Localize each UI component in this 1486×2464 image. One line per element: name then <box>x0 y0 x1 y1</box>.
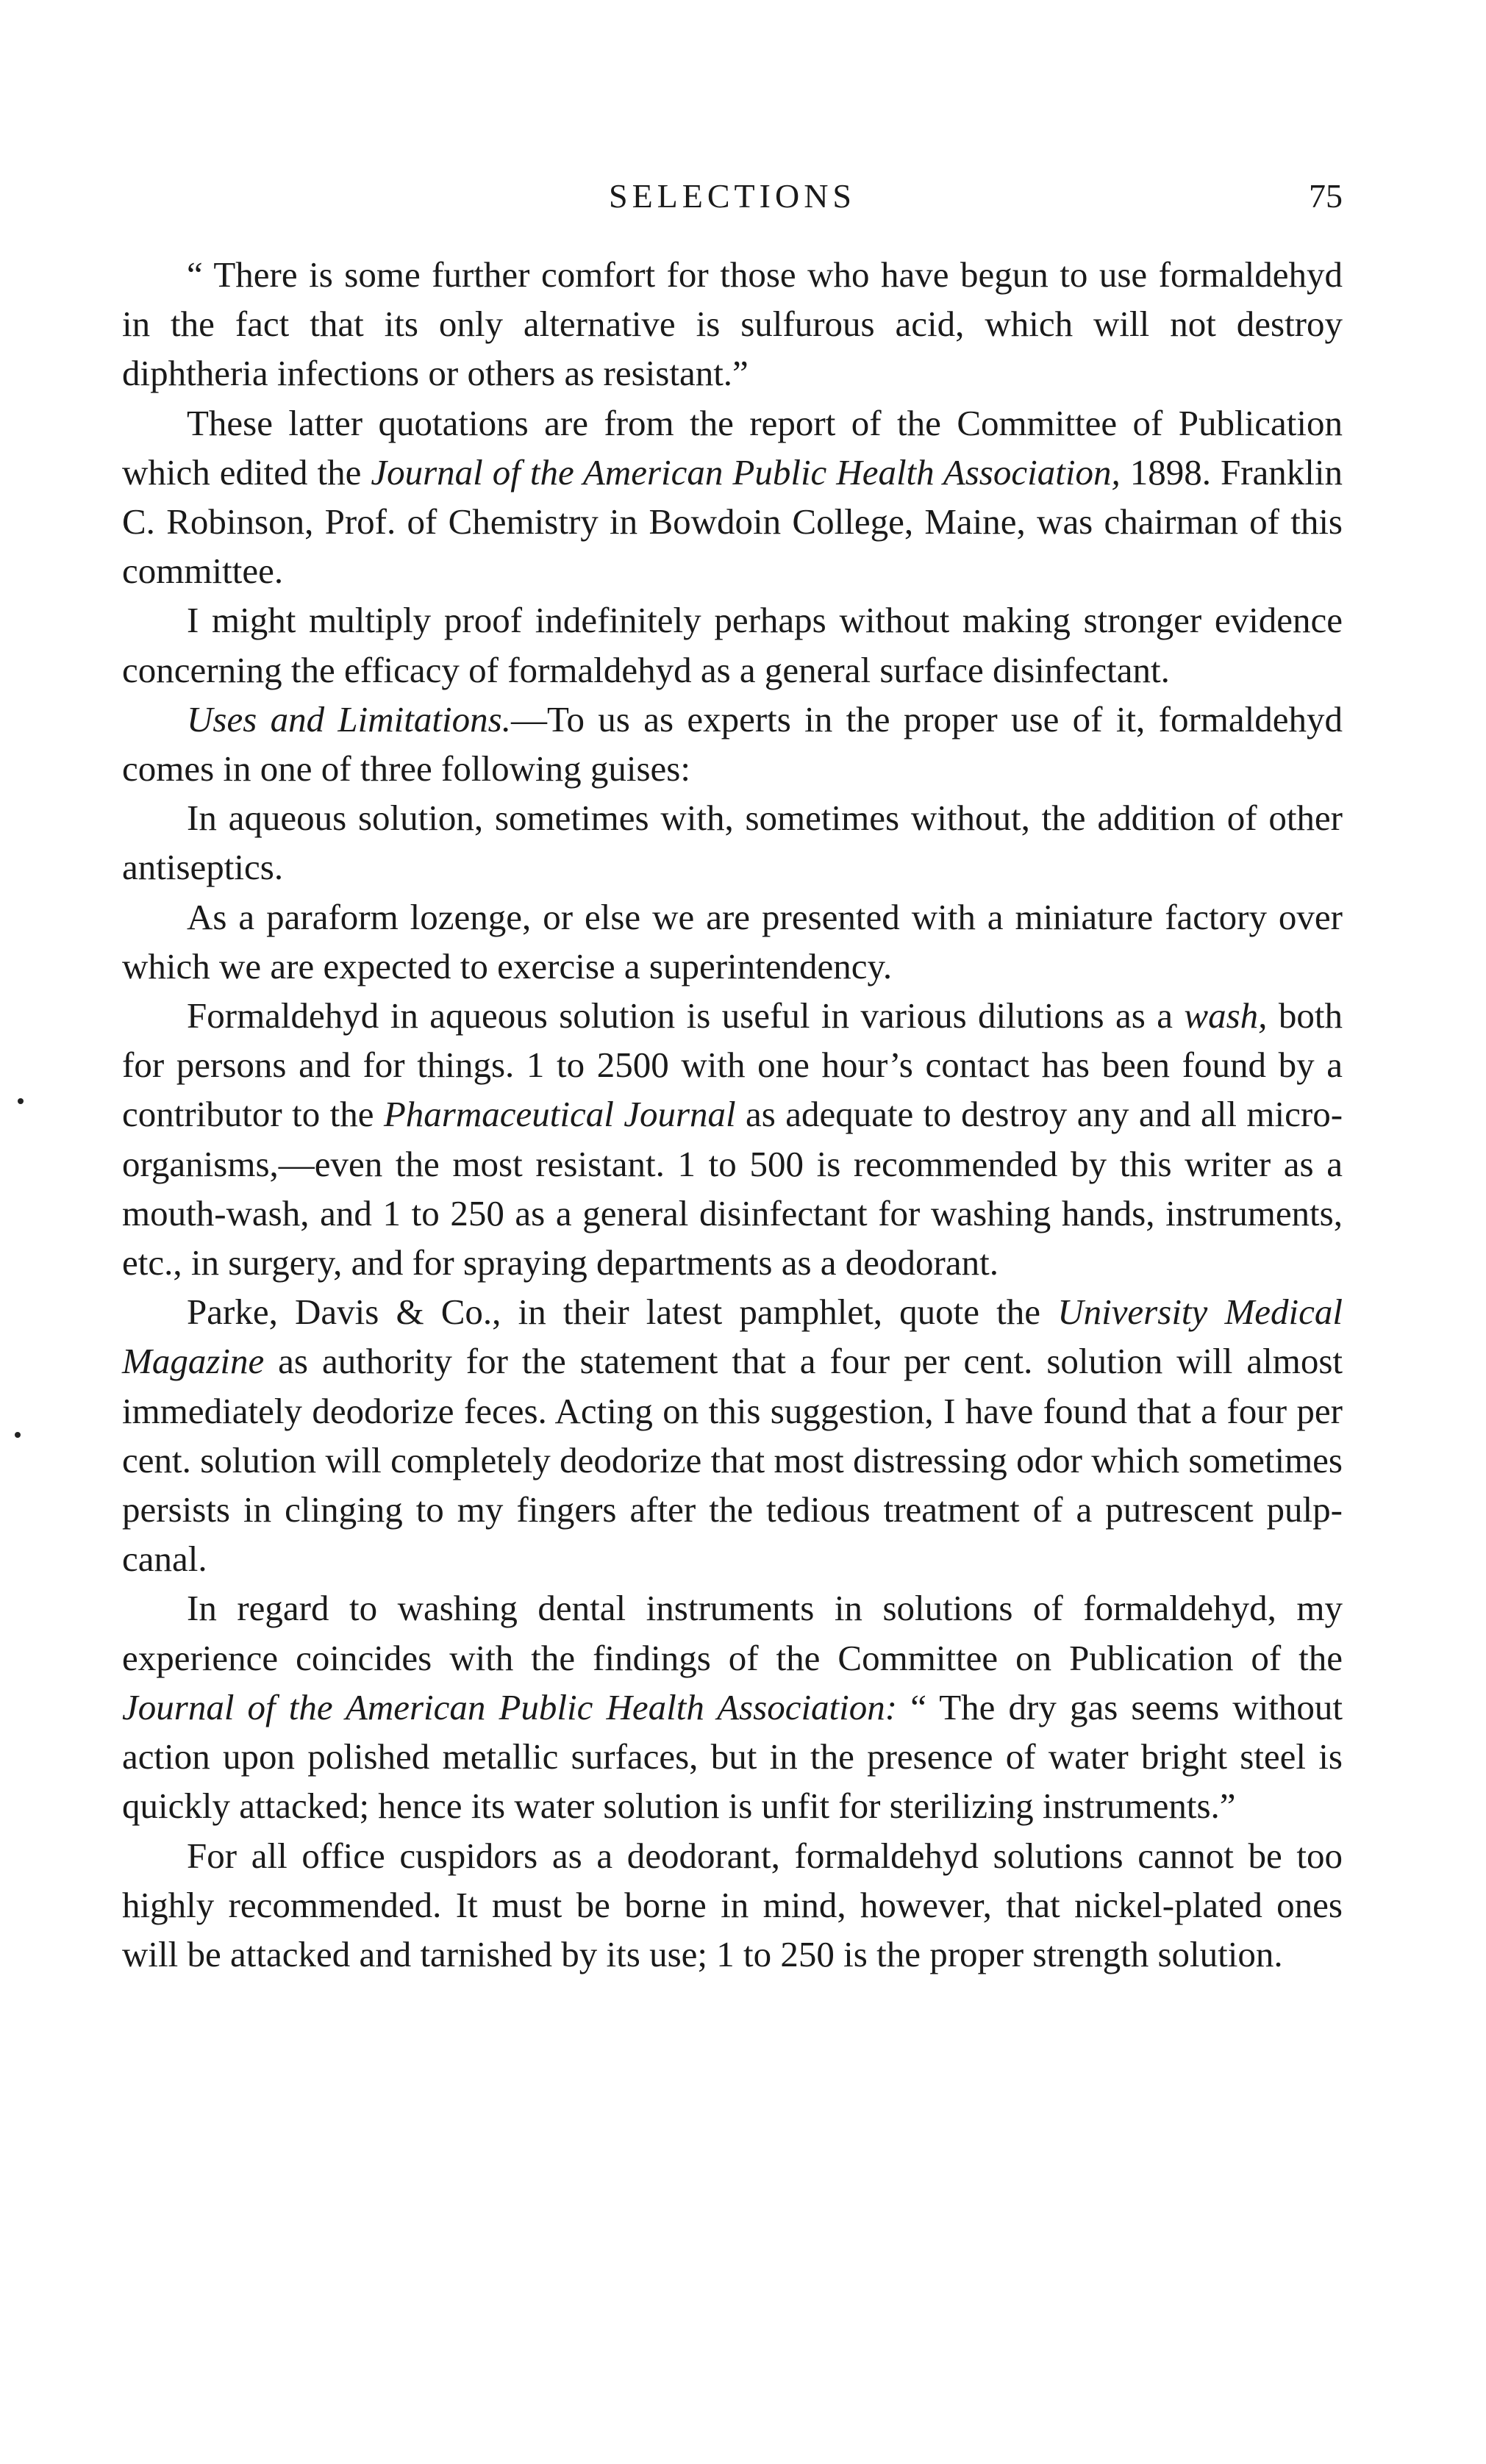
paragraph: I might multiply proof indefinitely perhaps without making stronger evidence concerning the efficacy of formaldehyd as a general surface disinfectant. <box>122 600 1343 690</box>
page-number: 75 <box>1309 177 1343 215</box>
text-run: In regard to washing dental instruments in solutions of formaldehyd, my experience coincides with the findings of the Committee on Publication of the <box>122 1588 1343 1678</box>
margin-mark <box>18 1098 24 1104</box>
text-run: Parke, Davis & Co., in their latest pamphlet, quote the <box>187 1292 1058 1333</box>
italic-title: Pharmaceutical Journal <box>383 1094 736 1135</box>
paragraph: “ There is some further comfort for those who have begun to use formaldehyd in the fact that its only alternative is sulfurous acid, which will not destroy diphtheria infections or others as resistant.” <box>122 254 1343 394</box>
paragraph: In aqueous solution, sometimes with, sometimes without, the addition of other antiseptics. <box>122 798 1343 888</box>
italic-title: Journal of the American Public Health Association: <box>122 1686 898 1727</box>
text-run: as adequate to destroy any and all micro-organisms,—even the most resistant. 1 to 500 is recommended by this writer as a mouth-wash, and 1 to 250 as a general disinfectant for washing hands, instruments, etc., in surgery, and for spraying departments as a deodorant. <box>122 1094 1343 1283</box>
italic-title: wash, <box>1184 995 1268 1036</box>
text-run: “ The dry gas seems without action upon polished metallic surfaces, but in the presence of water bright steel is quickly attacked; hence its water solution is unfit for sterilizing instruments.” <box>122 1686 1343 1827</box>
text-run: —To us as experts in the proper use of it, formaldehyd comes in one of three following guises: <box>122 698 1343 789</box>
italic-title: Uses and Limitations. <box>187 698 511 739</box>
paragraph <box>122 398 1343 596</box>
margin-mark <box>15 1432 21 1438</box>
paragraph: For all office cuspidors as a deodorant, formaldehyd solutions cannot be too highly recommended. It must be borne in mind, however, that nickel-plated ones will be attacked and tarnished by its use; 1 to 250 is the proper strength solution. <box>122 1835 1343 1974</box>
text-run: as authority for the statement that a four per cent. solution will almost immediately deodorize feces. Acting on this suggestion, I have found that a four per cent. solution will completely deodorize that most distressing odor which sometimes persists in clinging to my fingers after the tedious treatment of a putrescent pulp-canal. <box>122 1341 1343 1580</box>
text-run: Formaldehyd in aqueous solution is useful in various dilutions as a <box>187 995 1185 1036</box>
paragraph <box>122 1287 1343 1583</box>
text-run: 1898. Franklin C. Robinson, Prof. of Chemistry in Bowdoin College, Maine, was chairman of this committee. <box>122 451 1343 592</box>
paragraph <box>122 991 1343 1287</box>
text-run: both for persons and for things. 1 to 2500 with one hour’s contact has been found by a contributor to the <box>122 995 1343 1135</box>
book-page <box>122 176 1343 1979</box>
running-title: SELECTIONS <box>609 177 856 215</box>
running-head <box>122 176 1343 235</box>
paragraph <box>122 1583 1343 1830</box>
text-run: These latter quotations are from the report of the Committee of Publication which edited the <box>122 402 1343 493</box>
paragraph: As a paraform lozenge, or else we are presented with a miniature factory over which we are expected to exercise a superintendency. <box>122 896 1343 986</box>
paragraph <box>122 695 1343 793</box>
body-text <box>122 250 1343 1979</box>
italic-title: University Medical Magazine <box>122 1292 1343 1382</box>
italic-title: Journal of the American Public Health Association, <box>371 451 1121 493</box>
